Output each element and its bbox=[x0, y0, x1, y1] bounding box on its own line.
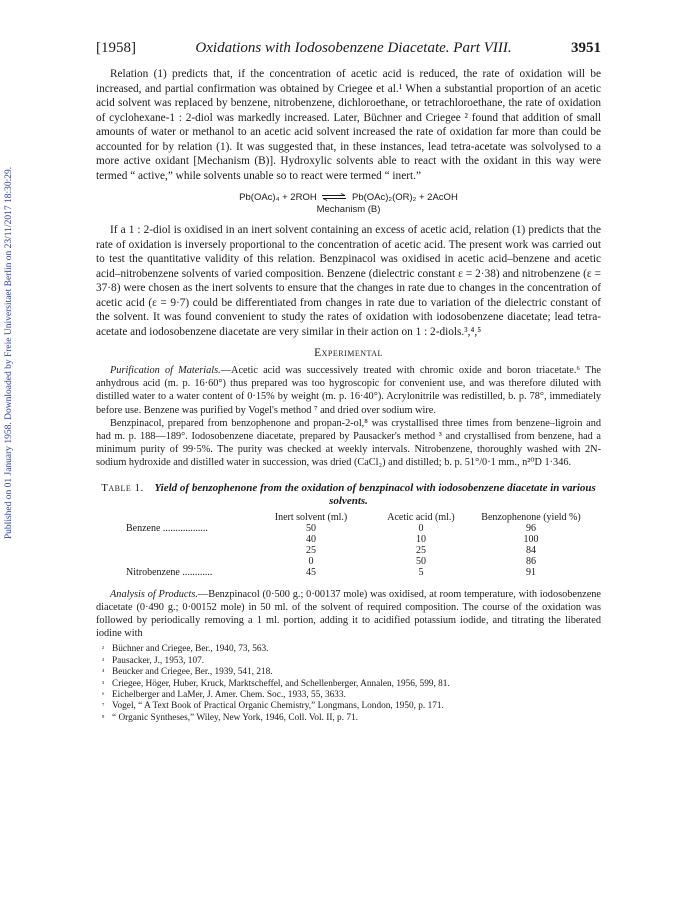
paragraph-inert-solvent: If a 1 : 2-diol is oxidised in an inert solvent containing an excess of acetic acid, relation (1) predicts that the rate of oxidation is inversely proportional to the concentration of acetic acid. The present work was carried out to test the quantitative validity of this relation. Benzpinacol was oxidised in acetic acid–benzene and acetic acid–nitrobenzene solvents of varied composition. Benzene (dielectric constant ε = 2·38) and nitrobenzene (ε = 37·8) were chosen as the inert solvents to ensure that the changes in rate due to changes in the concentration of acetic acid (ε = 9·7) could be differentiated from changes in rate due to variation of the dielectric constant of the solvent. It was found convenient to study the rates of oxidation with iodosobenzene diacetate; lead tetra-acetate and iodosobenzene diacetate are very similar in their action on 1 : 2-diols.³,⁴,⁵ bbox=[96, 224, 601, 338]
table-header-row bbox=[126, 512, 586, 523]
runin-purification: Purification of Materials. bbox=[110, 365, 221, 376]
mechanism-equation bbox=[96, 192, 601, 216]
paragraph-purification bbox=[96, 364, 601, 417]
header-title: Oxidations with Iodosobenzene Diacetate. Part VIII. bbox=[195, 40, 512, 56]
table-label: Table 1. bbox=[101, 481, 144, 494]
reference-item: ⁸ “ Organic Syntheses,” Wiley, New York, 1946, Coll. Vol. II, p. 71. bbox=[102, 712, 358, 723]
equilibrium-arrow-icon bbox=[321, 193, 347, 201]
equation-label: Mechanism (B) bbox=[316, 204, 381, 215]
table-row: 40 10 100 bbox=[306, 533, 539, 545]
provenance-text: Published on 01 January 1958. Downloaded by Freie Universitaet Berlin on 23/11/2017 18:30:29. bbox=[4, 166, 14, 540]
page-number: 3951 bbox=[571, 40, 601, 56]
provenance-sidebar bbox=[2, 130, 16, 580]
reference-item: ³ Pausacker, J., 1953, 107. bbox=[102, 655, 205, 666]
section-heading-experimental: Experimental bbox=[314, 347, 383, 359]
paragraph-relation: Relation (1) predicts that, if the concentration of acetic acid is reduced, the rate of oxidation will be increased, and partial confirmation was obtained by Criegee et al.¹ When a substantial proportion of an acetic acid solvent was replaced by benzene, nitrobenzene, dichloroethane, or tetrachloroethane, the rate of oxidation of cyclohexane-1 : 2-diol was markedly increased. Later, Büchner and Criegee ² found that addition of small amounts of water or methanol to an acetic acid solvent increased the rate of oxidation far more than could be accounted for by relation (1). It was suggested that, in these instances, lead tetra-acetate was solvolysed to a more active oxidant [Mechanism (B)]. Hydroxylic solvents able to react with the oxidant in this way were termed “ active,” while solvents unable so to react were termed “ inert.” bbox=[96, 68, 601, 182]
reference-item: ⁶ Eichelberger and LaMer, J. Amer. Chem. Soc., 1933, 55, 3633. bbox=[102, 690, 346, 701]
table-row: Nitrobenzene ............ 45 5 91 bbox=[126, 566, 536, 578]
table-row: 25 25 84 bbox=[306, 544, 536, 556]
paragraph-analysis bbox=[96, 588, 601, 641]
equation-left: Pb(OAc)₄ + 2ROH bbox=[239, 192, 317, 203]
column-header-inert: Inert solvent (ml.) bbox=[274, 511, 348, 523]
runin-analysis: Analysis of Products. bbox=[110, 588, 198, 600]
table-caption bbox=[96, 482, 601, 508]
column-header-acetic: Acetic acid (ml.) bbox=[387, 511, 455, 523]
equation-right: Pb(OAc)₂(OR)₂ + 2AcOH bbox=[351, 192, 458, 203]
table-row: 0 50 86 bbox=[308, 555, 536, 567]
table-row: Benzene .................. 50 0 96 bbox=[126, 522, 536, 534]
table-caption-text: Yield of benzophenone from the oxidation of benzpinacol with iodosobenzene diacetate in various solvents. bbox=[154, 481, 596, 507]
column-header-yield: Benzophenone (yield %) bbox=[481, 511, 581, 523]
reference-item: ⁵ Criegee, Höger, Huber, Kruck, Marktscheffel, and Schellenberger, Annalen, 1956, 599, 81. bbox=[102, 678, 450, 689]
reference-item: ⁴ Beucker and Criegee, Ber., 1939, 541, 218. bbox=[102, 667, 273, 678]
header-year: [1958] bbox=[96, 40, 136, 56]
running-header bbox=[96, 40, 601, 57]
reference-item: ⁷ Vogel, “ A Text Book of Practical Organic Chemistry,” Longmans, London, 1950, p. 171. bbox=[102, 701, 444, 712]
yield-table bbox=[126, 512, 586, 578]
purification-text: —Acetic acid was successively treated with chromic oxide and boron triacetate.⁶ The anhydrous acid (m. p. 16·60°) thus prepared was too hygroscopic for convenient use, and was therefore diluted with distilled water to a water content of 0·15% by weight (m. p. 16·40°). Acrylonitrile was redistilled, b. p. 78°, immediately before use. Benzene was purified by Vogel's method ⁷ and dried over sodium wire. bbox=[96, 365, 601, 416]
references-list bbox=[96, 644, 601, 724]
analysis-text: —Benzpinacol (0·500 g.; 0·00137 mole) was oxidised, at room temperature, with iodosobenzene diacetate (0·490 g.; 0·00152 mole) in 50 ml. of the solvent of required composition. The course of the oxidation was followed by periodically removing a 1 ml. portion, adding it to acidified potassium iodide, and titrating the liberated iodine with bbox=[96, 588, 601, 640]
paragraph-benzpinacol: Benzpinacol, prepared from benzophenone and propan-2-ol,⁸ was crystallised three times from benzene–ligroin and had m. p. 188—189°. Iodosobenzene diacetate, prepared by Pausacker's method ³ and crystallised from benzene, had a minimum purity of 99·5%. The purity was checked at weekly intervals. Nitrobenzene, thoroughly washed with 2N-sodium hydroxide and distilled water in succession, was dried (CaCl₂) and distilled; b. p. 51°/0·1 mm., n²⁰D 1·346. bbox=[96, 417, 601, 469]
reference-item: ² Büchner and Criegee, Ber., 1940, 73, 563. bbox=[102, 644, 269, 655]
paper-page bbox=[96, 40, 601, 724]
